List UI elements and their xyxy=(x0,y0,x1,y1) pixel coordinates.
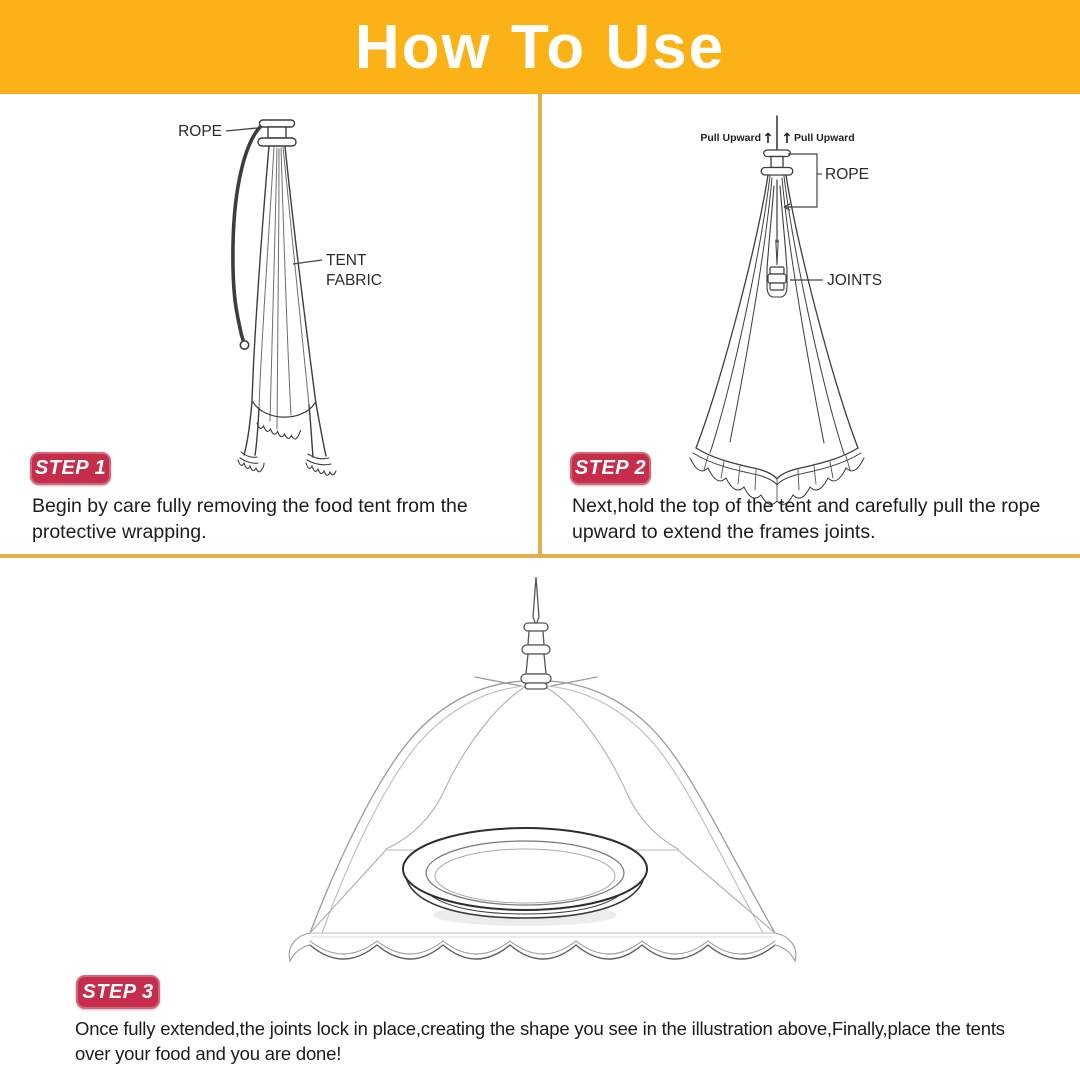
rope-label: ROPE xyxy=(825,166,869,183)
pull-upward-label-right: Pull Upward xyxy=(794,132,855,144)
step-3-description: Once fully extended,the joints lock in place,creating the shape you see in the illustration above,Finally,place the tents over your food and you are done! xyxy=(75,1018,1005,1064)
tent-fabric-label-line1: TENT xyxy=(326,252,367,269)
step-3-badge: STEP 3 xyxy=(76,975,160,1009)
step-1-description: Begin by care fully removing the food tent from the protective wrapping. xyxy=(32,495,468,543)
open-tent-illustration xyxy=(270,565,810,975)
plate xyxy=(403,828,647,926)
up-arrow-icon: ↑ xyxy=(762,131,774,147)
step2-labels xyxy=(700,131,882,289)
page-title: How To Use xyxy=(354,12,726,82)
up-arrow-icon: ↑ xyxy=(781,131,793,147)
header-banner xyxy=(0,0,1080,94)
step-2-description: Next,hold the top of the tent and carefully pull the rope upward to extend the frames joints. xyxy=(572,495,1041,543)
pull-upward-label-left: Pull Upward xyxy=(700,132,761,144)
step-2-badge: STEP 2 xyxy=(570,452,651,485)
half-open-tent-illustration xyxy=(660,110,950,510)
inner-rope-tip xyxy=(776,240,778,265)
tent-cone xyxy=(696,175,858,454)
top-knob xyxy=(258,120,296,146)
vertical-divider xyxy=(538,94,542,556)
tent-fabric-label-line2: FABRIC xyxy=(326,272,382,289)
step-1-badge: STEP 1 xyxy=(30,452,111,485)
scalloped-skirt xyxy=(289,933,796,961)
step1-labels xyxy=(178,123,382,289)
joint-piece xyxy=(768,267,786,290)
top-finial xyxy=(521,577,551,689)
collapsed-tent-illustration xyxy=(150,105,470,505)
joints-label: JOINTS xyxy=(827,272,883,289)
rope-callout-bracket xyxy=(784,154,822,210)
horizontal-divider xyxy=(0,554,1080,558)
rope-label: ROPE xyxy=(178,123,222,140)
hanging-rope xyxy=(233,125,262,349)
collapsed-fabric xyxy=(238,146,336,475)
